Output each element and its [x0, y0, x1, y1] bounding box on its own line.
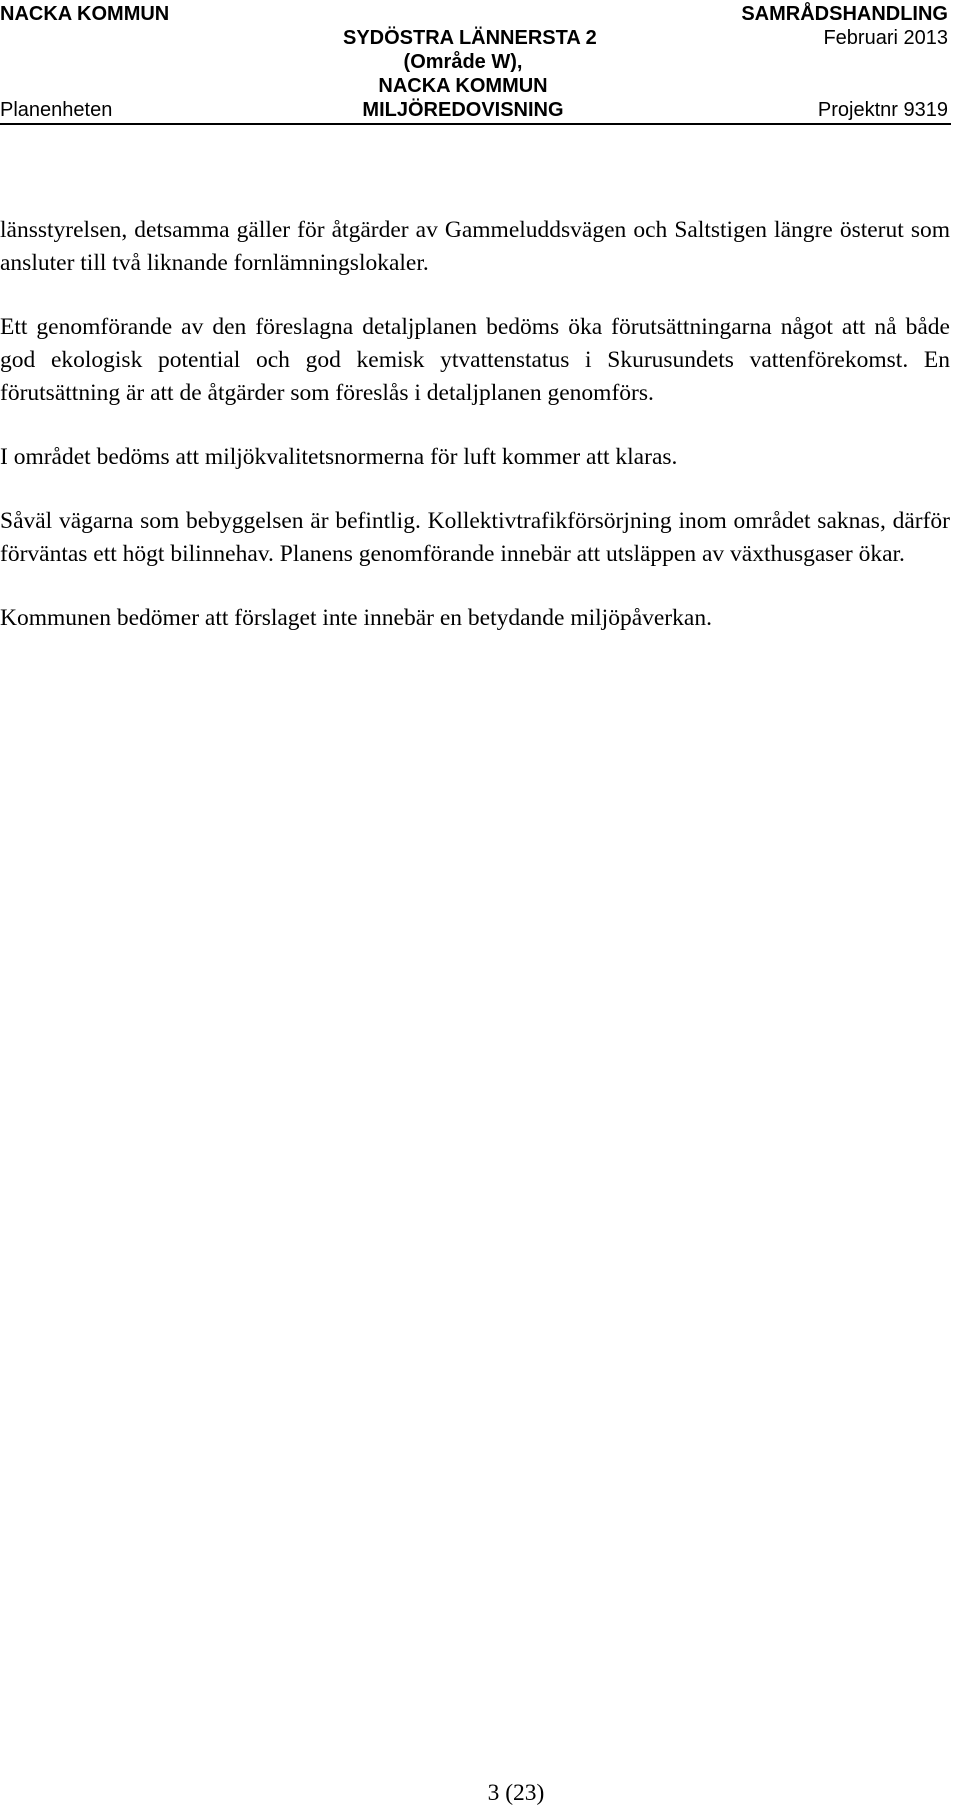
paragraph-water-status: Ett genomförande av den föreslagna detaljplanen bedöms öka förutsättningarna något att nå både god ekologisk potential och god kemisk ytvattenstatus i Skurusundets vattenförekomst. En förutsättning är att de åtgärder som föreslås i detaljplanen genomförs.: [0, 314, 950, 406]
header-project-number: Projektnr 9319: [817, 99, 948, 121]
header-organization: NACKA KOMMUN: [0, 3, 170, 25]
header-municipality: NACKA KOMMUN: [378, 75, 548, 97]
paragraph-air-quality: I området bedöms att miljökvalitetsnormerna för luft kommer att klaras.: [0, 444, 678, 470]
page-header: [0, 0, 960, 126]
header-date: Februari 2013: [823, 27, 948, 49]
header-document-title: MILJÖREDOVISNING: [362, 99, 564, 121]
paragraph-conclusion: Kommunen bedömer att förslaget inte innebär en betydande miljöpåverkan.: [0, 605, 712, 631]
header-divider: [0, 123, 951, 125]
paragraph-traffic-emissions: Såväl vägarna som bebyggelsen är befintlig. Kollektivtrafikförsörjning inom området saknas, därför förväntas ett högt bilinnehav. Planens genomförande innebär att utsläppen av växthusgaser ökar.: [0, 508, 950, 567]
document-body: [0, 214, 950, 666]
page-number: 3 (23): [487, 1780, 545, 1806]
header-project-area: (Område W),: [403, 51, 523, 73]
header-project-title: SYDÖSTRA LÄNNERSTA 2: [343, 27, 597, 49]
header-unit: Planenheten: [0, 99, 113, 121]
header-document-type: SAMRÅDSHANDLING: [741, 3, 948, 25]
paragraph-heritage: länsstyrelsen, detsamma gäller för åtgärder av Gammeluddsvägen och Saltstigen längre österut som ansluter till två liknande fornlämningslokaler.: [0, 217, 950, 276]
